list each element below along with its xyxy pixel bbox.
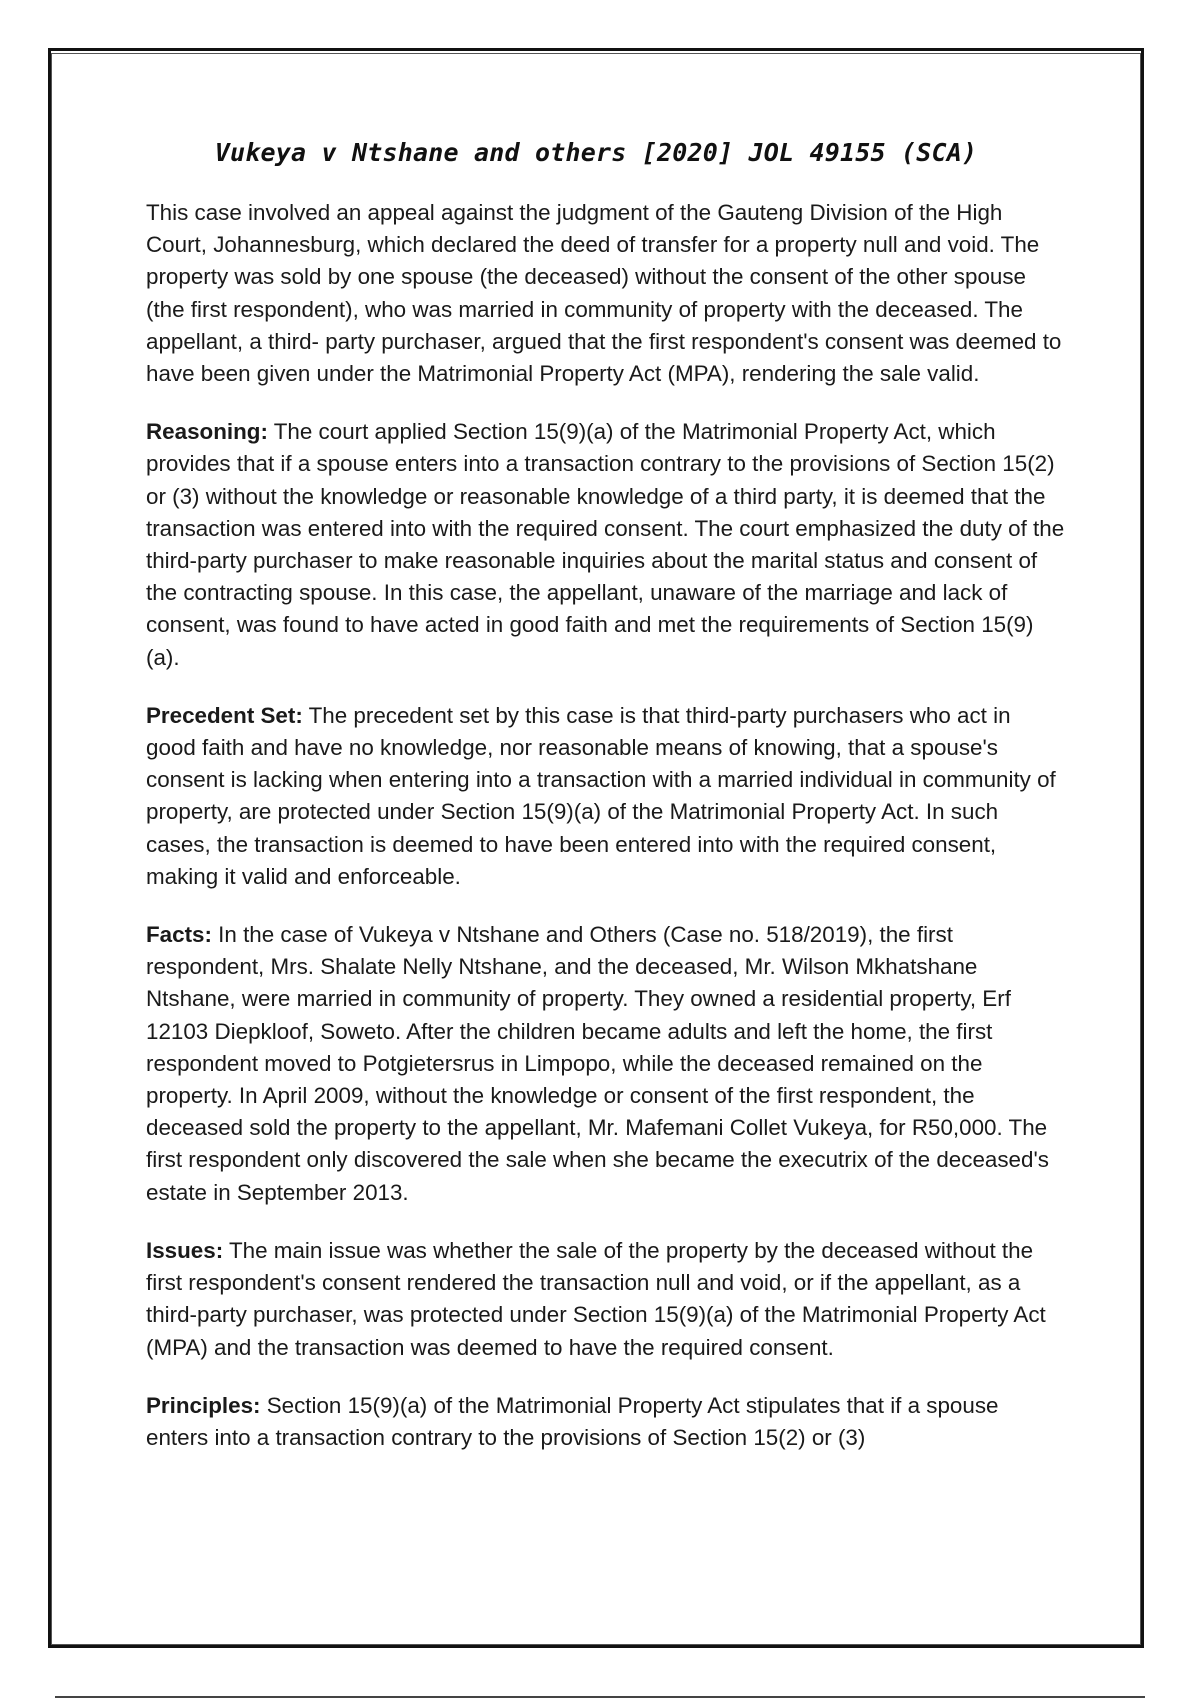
principles-label: Principles: [146, 1392, 261, 1418]
principles-paragraph [146, 1390, 1066, 1454]
issues-label: Issues: [146, 1237, 224, 1263]
reasoning-paragraph [146, 416, 1066, 674]
case-title: Vukeya v Ntshane and others [2020] JOL 49155 (SCA) [214, 138, 978, 167]
principles-text: Section 15(9)(a) of the Matrimonial Property Act stipulates that if a spouse enters into a transaction contrary to the provisions of Section 15(2) or (3) [146, 1392, 999, 1450]
reasoning-text: The court applied Section 15(9)(a) of the Matrimonial Property Act, which provides that if a spouse enters into a transaction contrary to the provisions of Section 15(2) or (3) without the knowledge or reasonable knowledge of a third party, it is deemed that the transaction was entered into with the required consent. The court emphasized the duty of the third-party purchaser to make reasonable inquiries about the marital status and consent of the contracting spouse. In this case, the appellant, unaware of the marriage and lack of consent, was found to have acted in good faith and met the requirements of Section 15(9)(a). [146, 419, 1065, 670]
precedent-text: The precedent set by this case is that third-party purchasers who act in good faith and have no knowledge, nor reasonable means of knowing, that a spouse's consent is lacking when entering into a transaction with a married individual in community of property, are protected under Section 15(9)(a) of the Matrimonial Property Act. In such cases, the transaction is deemed to have been entered into with the required consent, making it valid and enforceable. [146, 702, 1056, 889]
facts-paragraph [146, 919, 1066, 1209]
facts-text: In the case of Vukeya v Ntshane and Others (Case no. 518/2019), the first respondent, Mrs. Shalate Nelly Ntshane, and the deceased, Mr. Wilson Mkhatshane Ntshane, were married in community of property. They owned a residential property, Erf 12103 Diepkloof, Soweto. After the children became adults and left the home, the first respondent moved to Potgietersrus in Limpopo, while the deceased remained on the property. In April 2009, without the knowledge or consent of the first respondent, the deceased sold the property to the appellant, Mr. Mafemani Collet Vukeya, for R50,000. The first respondent only discovered the sale when she became the executrix of the deceased's estate in September 2013. [146, 922, 1049, 1205]
facts-label: Facts: [146, 922, 212, 948]
precedent-label: Precedent Set: [146, 702, 303, 728]
precedent-paragraph [146, 700, 1066, 893]
issues-paragraph [146, 1235, 1066, 1364]
next-page-border [55, 1696, 1145, 1698]
reasoning-label: Reasoning: [146, 419, 268, 445]
issues-text: The main issue was whether the sale of the property by the deceased without the first respondent's consent rendered the transaction null and void, or if the appellant, as a third-party purchaser, was protected under Section 15(9)(a) of the Matrimonial Property Act (MPA) and the transaction was deemed to have the required consent. [146, 1237, 1046, 1360]
intro-paragraph: This case involved an appeal against the judgment of the Gauteng Division of the High Court, Johannesburg, which declared the deed of transfer for a property null and void. The property was sold by one spouse (the deceased) without the consent of the other spouse (the first respondent), who was married in community of property with the deceased. The appellant, a third- party purchaser, argued that the first respondent's consent was deemed to have been given under the Matrimonial Property Act (MPA), rendering the sale valid. [146, 200, 1062, 387]
document-body [146, 138, 1066, 1480]
